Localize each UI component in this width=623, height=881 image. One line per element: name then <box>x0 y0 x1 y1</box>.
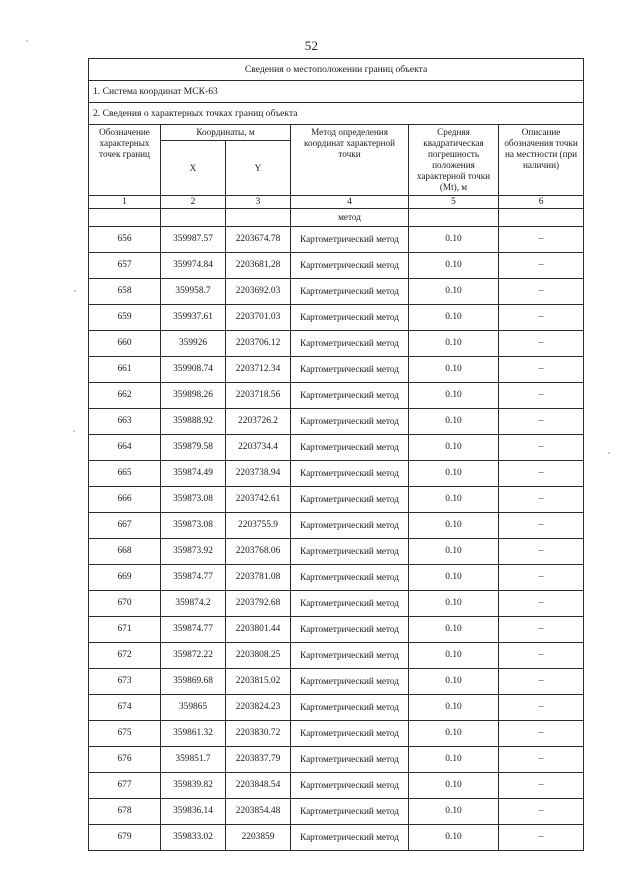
cell-method: Картометрический метод <box>291 435 409 461</box>
cell-point-designation: 668 <box>89 539 161 565</box>
cell-mean-square-error: 0.10 <box>409 331 499 357</box>
cell-method: Картометрический метод <box>291 669 409 695</box>
cell-coordinate-x: 359974.84 <box>161 253 226 279</box>
cell-description: – <box>499 825 584 851</box>
cell-point-designation: 677 <box>89 773 161 799</box>
boundary-points-table <box>88 58 584 851</box>
cell-point-designation: 670 <box>89 591 161 617</box>
cell-coordinate-x: 359833.02 <box>161 825 226 851</box>
cell-coordinate-y: 2203726.2 <box>226 409 291 435</box>
cell-method: Картометрический метод <box>291 409 409 435</box>
cell-description: – <box>499 435 584 461</box>
table-row <box>89 695 584 721</box>
cell-mean-square-error: 0.10 <box>409 409 499 435</box>
cell-point-designation: 659 <box>89 305 161 331</box>
cell-mean-square-error: 0.10 <box>409 799 499 825</box>
cell-description: – <box>499 357 584 383</box>
cell-method: Картометрический метод <box>291 565 409 591</box>
cell-method: Картометрический метод <box>291 279 409 305</box>
scan-speck <box>73 430 75 432</box>
header-method: Метод определения координат характерной точки <box>291 125 409 196</box>
scan-speck <box>608 452 610 454</box>
cell-description: – <box>499 643 584 669</box>
cell-description: – <box>499 487 584 513</box>
cell-point-designation: 679 <box>89 825 161 851</box>
cell-description: – <box>499 695 584 721</box>
cell-description: – <box>499 799 584 825</box>
column-number-1: 1 <box>89 196 161 209</box>
cell-method: Картометрический метод <box>291 331 409 357</box>
cell-method: Картометрический метод <box>291 825 409 851</box>
cell-coordinate-y: 2203755.9 <box>226 513 291 539</box>
cell-method: Картометрический метод <box>291 227 409 253</box>
cell-point-designation: 673 <box>89 669 161 695</box>
cell-method: Картометрический метод <box>291 539 409 565</box>
cell-description: – <box>499 253 584 279</box>
cell-coordinate-x: 359836.14 <box>161 799 226 825</box>
table-row <box>89 253 584 279</box>
cell-coordinate-x: 359865 <box>161 695 226 721</box>
cell-coordinate-x: 359874.77 <box>161 617 226 643</box>
cell-mean-square-error: 0.10 <box>409 825 499 851</box>
table-row <box>89 331 584 357</box>
cell-mean-square-error: 0.10 <box>409 747 499 773</box>
table-row <box>89 799 584 825</box>
table-row <box>89 461 584 487</box>
header-mean-square-error: Средняя квадратическая погрешность положения характерной точки (Мt), м <box>409 125 499 196</box>
cell-method: Картометрический метод <box>291 747 409 773</box>
section-1-label: 1. Система координат МСК-63 <box>89 81 584 103</box>
cell-point-designation: 672 <box>89 643 161 669</box>
continuation-description <box>499 209 584 227</box>
cell-mean-square-error: 0.10 <box>409 513 499 539</box>
cell-description: – <box>499 409 584 435</box>
table-row <box>89 539 584 565</box>
cell-coordinate-x: 359908.74 <box>161 357 226 383</box>
cell-coordinate-y: 2203681.28 <box>226 253 291 279</box>
cell-description: – <box>499 669 584 695</box>
cell-coordinate-x: 359861.32 <box>161 721 226 747</box>
cell-point-designation: 669 <box>89 565 161 591</box>
cell-point-designation: 661 <box>89 357 161 383</box>
cell-method: Картометрический метод <box>291 695 409 721</box>
cell-coordinate-x: 359937.61 <box>161 305 226 331</box>
cell-mean-square-error: 0.10 <box>409 227 499 253</box>
cell-mean-square-error: 0.10 <box>409 617 499 643</box>
cell-coordinate-y: 2203701.03 <box>226 305 291 331</box>
cell-point-designation: 675 <box>89 721 161 747</box>
cell-method: Картометрический метод <box>291 617 409 643</box>
table-row <box>89 383 584 409</box>
continuation-x <box>161 209 226 227</box>
table-row <box>89 825 584 851</box>
table-row <box>89 487 584 513</box>
cell-coordinate-y: 2203734.4 <box>226 435 291 461</box>
cell-method: Картометрический метод <box>291 253 409 279</box>
cell-description: – <box>499 513 584 539</box>
cell-coordinate-y: 2203854.48 <box>226 799 291 825</box>
cell-description: – <box>499 591 584 617</box>
cell-coordinate-y: 2203718.56 <box>226 383 291 409</box>
continuation-error <box>409 209 499 227</box>
continuation-method: метод <box>291 209 409 227</box>
table-row <box>89 643 584 669</box>
cell-coordinate-x: 359869.68 <box>161 669 226 695</box>
cell-point-designation: 678 <box>89 799 161 825</box>
header-y: Y <box>226 141 291 196</box>
cell-coordinate-y: 2203830.72 <box>226 721 291 747</box>
table-body <box>89 59 584 851</box>
header-point-designation: Обозначение характерных точек границ <box>89 125 161 196</box>
table-row <box>89 357 584 383</box>
cell-point-designation: 662 <box>89 383 161 409</box>
cell-coordinate-y: 2203859 <box>226 825 291 851</box>
cell-coordinate-y: 2203738.94 <box>226 461 291 487</box>
cell-coordinate-y: 2203706.12 <box>226 331 291 357</box>
cell-description: – <box>499 227 584 253</box>
cell-point-designation: 676 <box>89 747 161 773</box>
table-row <box>89 409 584 435</box>
cell-description: – <box>499 461 584 487</box>
table-row <box>89 305 584 331</box>
cell-method: Картометрический метод <box>291 305 409 331</box>
continuation-point <box>89 209 161 227</box>
cell-coordinate-x: 359851.7 <box>161 747 226 773</box>
cell-point-designation: 667 <box>89 513 161 539</box>
cell-method: Картометрический метод <box>291 799 409 825</box>
cell-description: – <box>499 747 584 773</box>
section-2-label: 2. Сведения о характерных точках границ объекта <box>89 103 584 125</box>
cell-description: – <box>499 617 584 643</box>
cell-coordinate-x: 359874.2 <box>161 591 226 617</box>
cell-description: – <box>499 565 584 591</box>
table-row <box>89 513 584 539</box>
cell-method: Картометрический метод <box>291 461 409 487</box>
cell-method: Картометрический метод <box>291 721 409 747</box>
cell-coordinate-x: 359958.7 <box>161 279 226 305</box>
cell-mean-square-error: 0.10 <box>409 435 499 461</box>
cell-mean-square-error: 0.10 <box>409 669 499 695</box>
cell-coordinate-y: 2203674.78 <box>226 227 291 253</box>
cell-mean-square-error: 0.10 <box>409 305 499 331</box>
header-coordinates-group: Координаты, м <box>161 125 291 141</box>
column-number-4: 4 <box>291 196 409 209</box>
column-number-6: 6 <box>499 196 584 209</box>
table-row <box>89 227 584 253</box>
cell-coordinate-y: 2203742.61 <box>226 487 291 513</box>
cell-method: Картометрический метод <box>291 643 409 669</box>
cell-coordinate-y: 2203848.54 <box>226 773 291 799</box>
cell-mean-square-error: 0.10 <box>409 383 499 409</box>
cell-coordinate-x: 359872.22 <box>161 643 226 669</box>
page-number: 52 <box>304 38 319 53</box>
cell-point-designation: 671 <box>89 617 161 643</box>
cell-coordinate-y: 2203801.44 <box>226 617 291 643</box>
cell-coordinate-x: 359873.08 <box>161 487 226 513</box>
cell-mean-square-error: 0.10 <box>409 591 499 617</box>
column-number-row <box>89 196 584 209</box>
cell-coordinate-y: 2203824.23 <box>226 695 291 721</box>
cell-coordinate-x: 359874.77 <box>161 565 226 591</box>
cell-method: Картометрический метод <box>291 383 409 409</box>
cell-coordinate-x: 359879.58 <box>161 435 226 461</box>
cell-mean-square-error: 0.10 <box>409 461 499 487</box>
cell-point-designation: 664 <box>89 435 161 461</box>
cell-coordinate-x: 359873.08 <box>161 513 226 539</box>
table-row <box>89 669 584 695</box>
cell-mean-square-error: 0.10 <box>409 643 499 669</box>
cell-description: – <box>499 331 584 357</box>
cell-method: Картометрический метод <box>291 487 409 513</box>
cell-point-designation: 660 <box>89 331 161 357</box>
cell-coordinate-x: 359839.82 <box>161 773 226 799</box>
table-row <box>89 279 584 305</box>
cell-description: – <box>499 305 584 331</box>
cell-coordinate-x: 359873.92 <box>161 539 226 565</box>
section-2-row <box>89 103 584 125</box>
cell-coordinate-y: 2203837.79 <box>226 747 291 773</box>
cell-description: – <box>499 773 584 799</box>
cell-point-designation: 665 <box>89 461 161 487</box>
cell-mean-square-error: 0.10 <box>409 721 499 747</box>
table-row <box>89 591 584 617</box>
cell-description: – <box>499 721 584 747</box>
cell-description: – <box>499 279 584 305</box>
table-row <box>89 721 584 747</box>
table-title-row <box>89 59 584 81</box>
cell-method: Картометрический метод <box>291 591 409 617</box>
cell-mean-square-error: 0.10 <box>409 279 499 305</box>
cell-description: – <box>499 383 584 409</box>
cell-mean-square-error: 0.10 <box>409 773 499 799</box>
table-row <box>89 565 584 591</box>
table-row <box>89 617 584 643</box>
cell-mean-square-error: 0.10 <box>409 357 499 383</box>
cell-coordinate-y: 2203792.68 <box>226 591 291 617</box>
continuation-row <box>89 209 584 227</box>
cell-mean-square-error: 0.10 <box>409 539 499 565</box>
cell-mean-square-error: 0.10 <box>409 565 499 591</box>
table-row <box>89 435 584 461</box>
header-description: Описание обозначения точки на местности (при наличии) <box>499 125 584 196</box>
cell-point-designation: 663 <box>89 409 161 435</box>
column-number-5: 5 <box>409 196 499 209</box>
cell-description: – <box>499 539 584 565</box>
column-number-2: 2 <box>161 196 226 209</box>
cell-coordinate-y: 2203712.34 <box>226 357 291 383</box>
cell-point-designation: 674 <box>89 695 161 721</box>
continuation-y <box>226 209 291 227</box>
table-row <box>89 773 584 799</box>
cell-coordinate-x: 359926 <box>161 331 226 357</box>
table-row <box>89 747 584 773</box>
cell-coordinate-y: 2203768.06 <box>226 539 291 565</box>
cell-point-designation: 666 <box>89 487 161 513</box>
cell-mean-square-error: 0.10 <box>409 695 499 721</box>
cell-method: Картометрический метод <box>291 513 409 539</box>
cell-coordinate-x: 359888.92 <box>161 409 226 435</box>
cell-point-designation: 658 <box>89 279 161 305</box>
cell-method: Картометрический метод <box>291 357 409 383</box>
cell-coordinate-y: 2203808.25 <box>226 643 291 669</box>
cell-mean-square-error: 0.10 <box>409 253 499 279</box>
cell-coordinate-y: 2203781.08 <box>226 565 291 591</box>
cell-coordinate-y: 2203692.03 <box>226 279 291 305</box>
cell-coordinate-x: 359987.57 <box>161 227 226 253</box>
header-x: X <box>161 141 226 196</box>
cell-coordinate-x: 359874.49 <box>161 461 226 487</box>
cell-point-designation: 657 <box>89 253 161 279</box>
cell-mean-square-error: 0.10 <box>409 487 499 513</box>
scan-speck <box>74 290 76 292</box>
section-1-row <box>89 81 584 103</box>
cell-point-designation: 656 <box>89 227 161 253</box>
header-row-top <box>89 125 584 141</box>
cell-method: Картометрический метод <box>291 773 409 799</box>
column-number-3: 3 <box>226 196 291 209</box>
table-title: Сведения о местоположении границ объекта <box>89 59 584 81</box>
cell-coordinate-y: 2203815.02 <box>226 669 291 695</box>
cell-coordinate-x: 359898.26 <box>161 383 226 409</box>
